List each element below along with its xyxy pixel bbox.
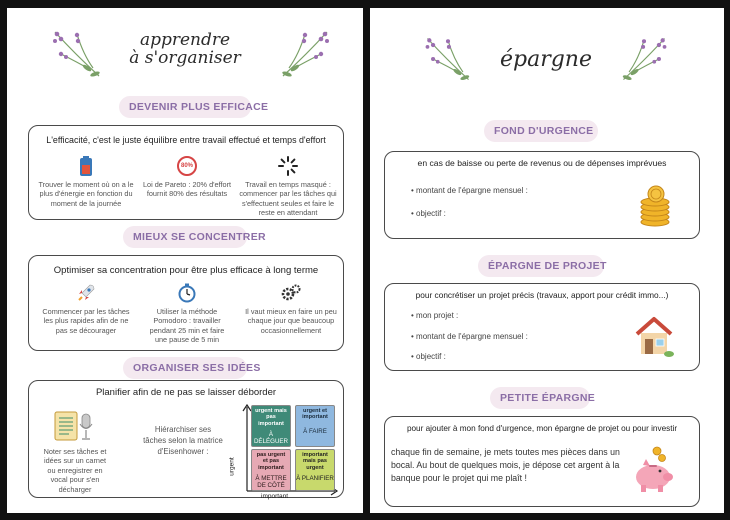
quadrant-title: urgent et important	[302, 408, 328, 421]
tip-text: Commencer par les tâches les plus rapides afin de ne pas se décourager	[42, 307, 130, 335]
lavender-sprig-icon	[616, 30, 672, 88]
section-intro: Optimiser sa concentration pour être plus efficace à long terme	[53, 265, 319, 276]
section-intro: pour ajouter à mon fond d'urgence, mon épargne de projet ou pour investir	[406, 424, 678, 433]
quadrant-action: À METTRE DE CÔTÉ	[255, 475, 287, 490]
axis-label-urgent: urgent	[228, 457, 236, 476]
left-page	[7, 8, 363, 513]
lavender-sprig-icon	[420, 30, 476, 88]
section-heading: ÉPARGNE DE PROJET	[478, 255, 604, 277]
section-intro: en cas de baisse ou perte de revenus ou de dépenses imprévues	[417, 158, 667, 168]
section-box	[384, 151, 700, 239]
tip-item	[239, 156, 337, 218]
section-heading: DEVENIR PLUS EFFICACE	[119, 96, 251, 118]
right-page	[370, 8, 724, 513]
section-heading: FOND D'URGENCE	[484, 120, 598, 142]
quadrant-title: urgent mais pas important	[255, 408, 287, 427]
tip-text: Hiérarchiser ses tâches selon la matrice d'Eisenhower :	[143, 425, 223, 456]
section-heading: PETITE ÉPARGNE	[490, 387, 590, 409]
section-heading: MIEUX SE CONCENTRER	[123, 226, 247, 248]
tip-text: Utiliser la méthode Pomodoro : travailler pendant 25 min et faire une pause de 5 min	[149, 307, 225, 345]
lavender-sprig-icon	[47, 24, 107, 84]
battery-icon	[79, 156, 93, 176]
gears-icon	[280, 283, 302, 303]
tip-item	[141, 156, 233, 199]
piggy-bank-icon	[631, 445, 675, 495]
rocket-icon	[76, 283, 96, 303]
page-title: épargne	[499, 47, 592, 72]
quadrant-do	[295, 405, 335, 447]
section-heading: ORGANISER SES IDÉES	[123, 357, 247, 379]
tip-item	[243, 283, 339, 335]
quadrant-postpone	[251, 449, 291, 491]
section-intro: Planifier afin de ne pas se laisser déborder	[95, 387, 277, 398]
section-box	[384, 416, 700, 507]
tip-item	[37, 283, 135, 335]
section-intro: pour concrétiser un projet précis (travaux, apport pour crédit immo...)	[415, 290, 669, 300]
quadrant-title: important mais pas urgent	[302, 452, 328, 471]
quadrant-delegate	[251, 405, 291, 447]
title-line: à s'organiser	[129, 47, 241, 68]
section-box	[28, 380, 344, 498]
quadrant-action: À DÉLÉGUER	[253, 431, 289, 446]
tip-item	[37, 156, 135, 208]
percent-badge-icon	[177, 156, 197, 176]
tip-item	[39, 411, 111, 494]
loading-spinner-icon	[278, 156, 298, 176]
section-box	[384, 283, 700, 371]
section-box	[28, 255, 344, 351]
tip-item	[143, 425, 223, 458]
axis-label-important: important	[261, 493, 289, 500]
quadrant-action: À PLANIFIER	[296, 475, 334, 483]
field-line: • mon projet :	[411, 311, 459, 320]
quadrant-title: pas urgent et pas important	[256, 452, 286, 471]
coin-stack-icon	[637, 184, 673, 228]
quadrant-plan	[295, 449, 335, 491]
field-line: • objectif :	[411, 209, 446, 218]
lavender-sprig-icon	[275, 24, 335, 84]
tip-text: Il vaut mieux en faire un peu chaque jour que beaucoup occasionnellement	[245, 307, 337, 335]
tip-text: Trouver le moment où on a le plus d'énergie en fonction du moment de la journée	[38, 180, 134, 208]
field-line: • montant de l'épargne mensuel :	[411, 332, 528, 341]
house-icon	[633, 314, 675, 358]
notebook-microphone-icon	[54, 411, 96, 443]
quadrant-action: À FAIRE	[303, 427, 327, 435]
section-box	[28, 125, 344, 220]
tip-item	[143, 283, 231, 345]
tip-text: Travail en temps masqué : commencer par les tâches qui s'effectuent seules et faire le reste en attendant	[239, 180, 337, 218]
field-line: • objectif :	[411, 352, 446, 361]
eisenhower-matrix	[228, 401, 339, 500]
tip-text: Loi de Pareto : 20% d'effort fournit 80% des résultats	[142, 180, 232, 199]
section-intro: L'efficacité, c'est le juste équilibre entre travail effectué et temps d'effort	[46, 135, 326, 145]
page-title	[107, 32, 263, 68]
stopwatch-icon	[177, 283, 197, 303]
section-paragraph: chaque fin de semaine, je mets toutes mes pièces dans un bocal. Au bout de quelques mois, je dépose cet argent à la banque pour le projet qui me plaît !	[391, 447, 620, 483]
tip-text: Noter ses tâches et idées sur un carnet ou enregistrer en vocal pour s'en décharger	[43, 447, 107, 494]
title-line: apprendre	[139, 30, 231, 50]
percent-badge-label: 80%	[180, 163, 193, 169]
field-line: • montant de l'épargne mensuel :	[411, 186, 528, 195]
